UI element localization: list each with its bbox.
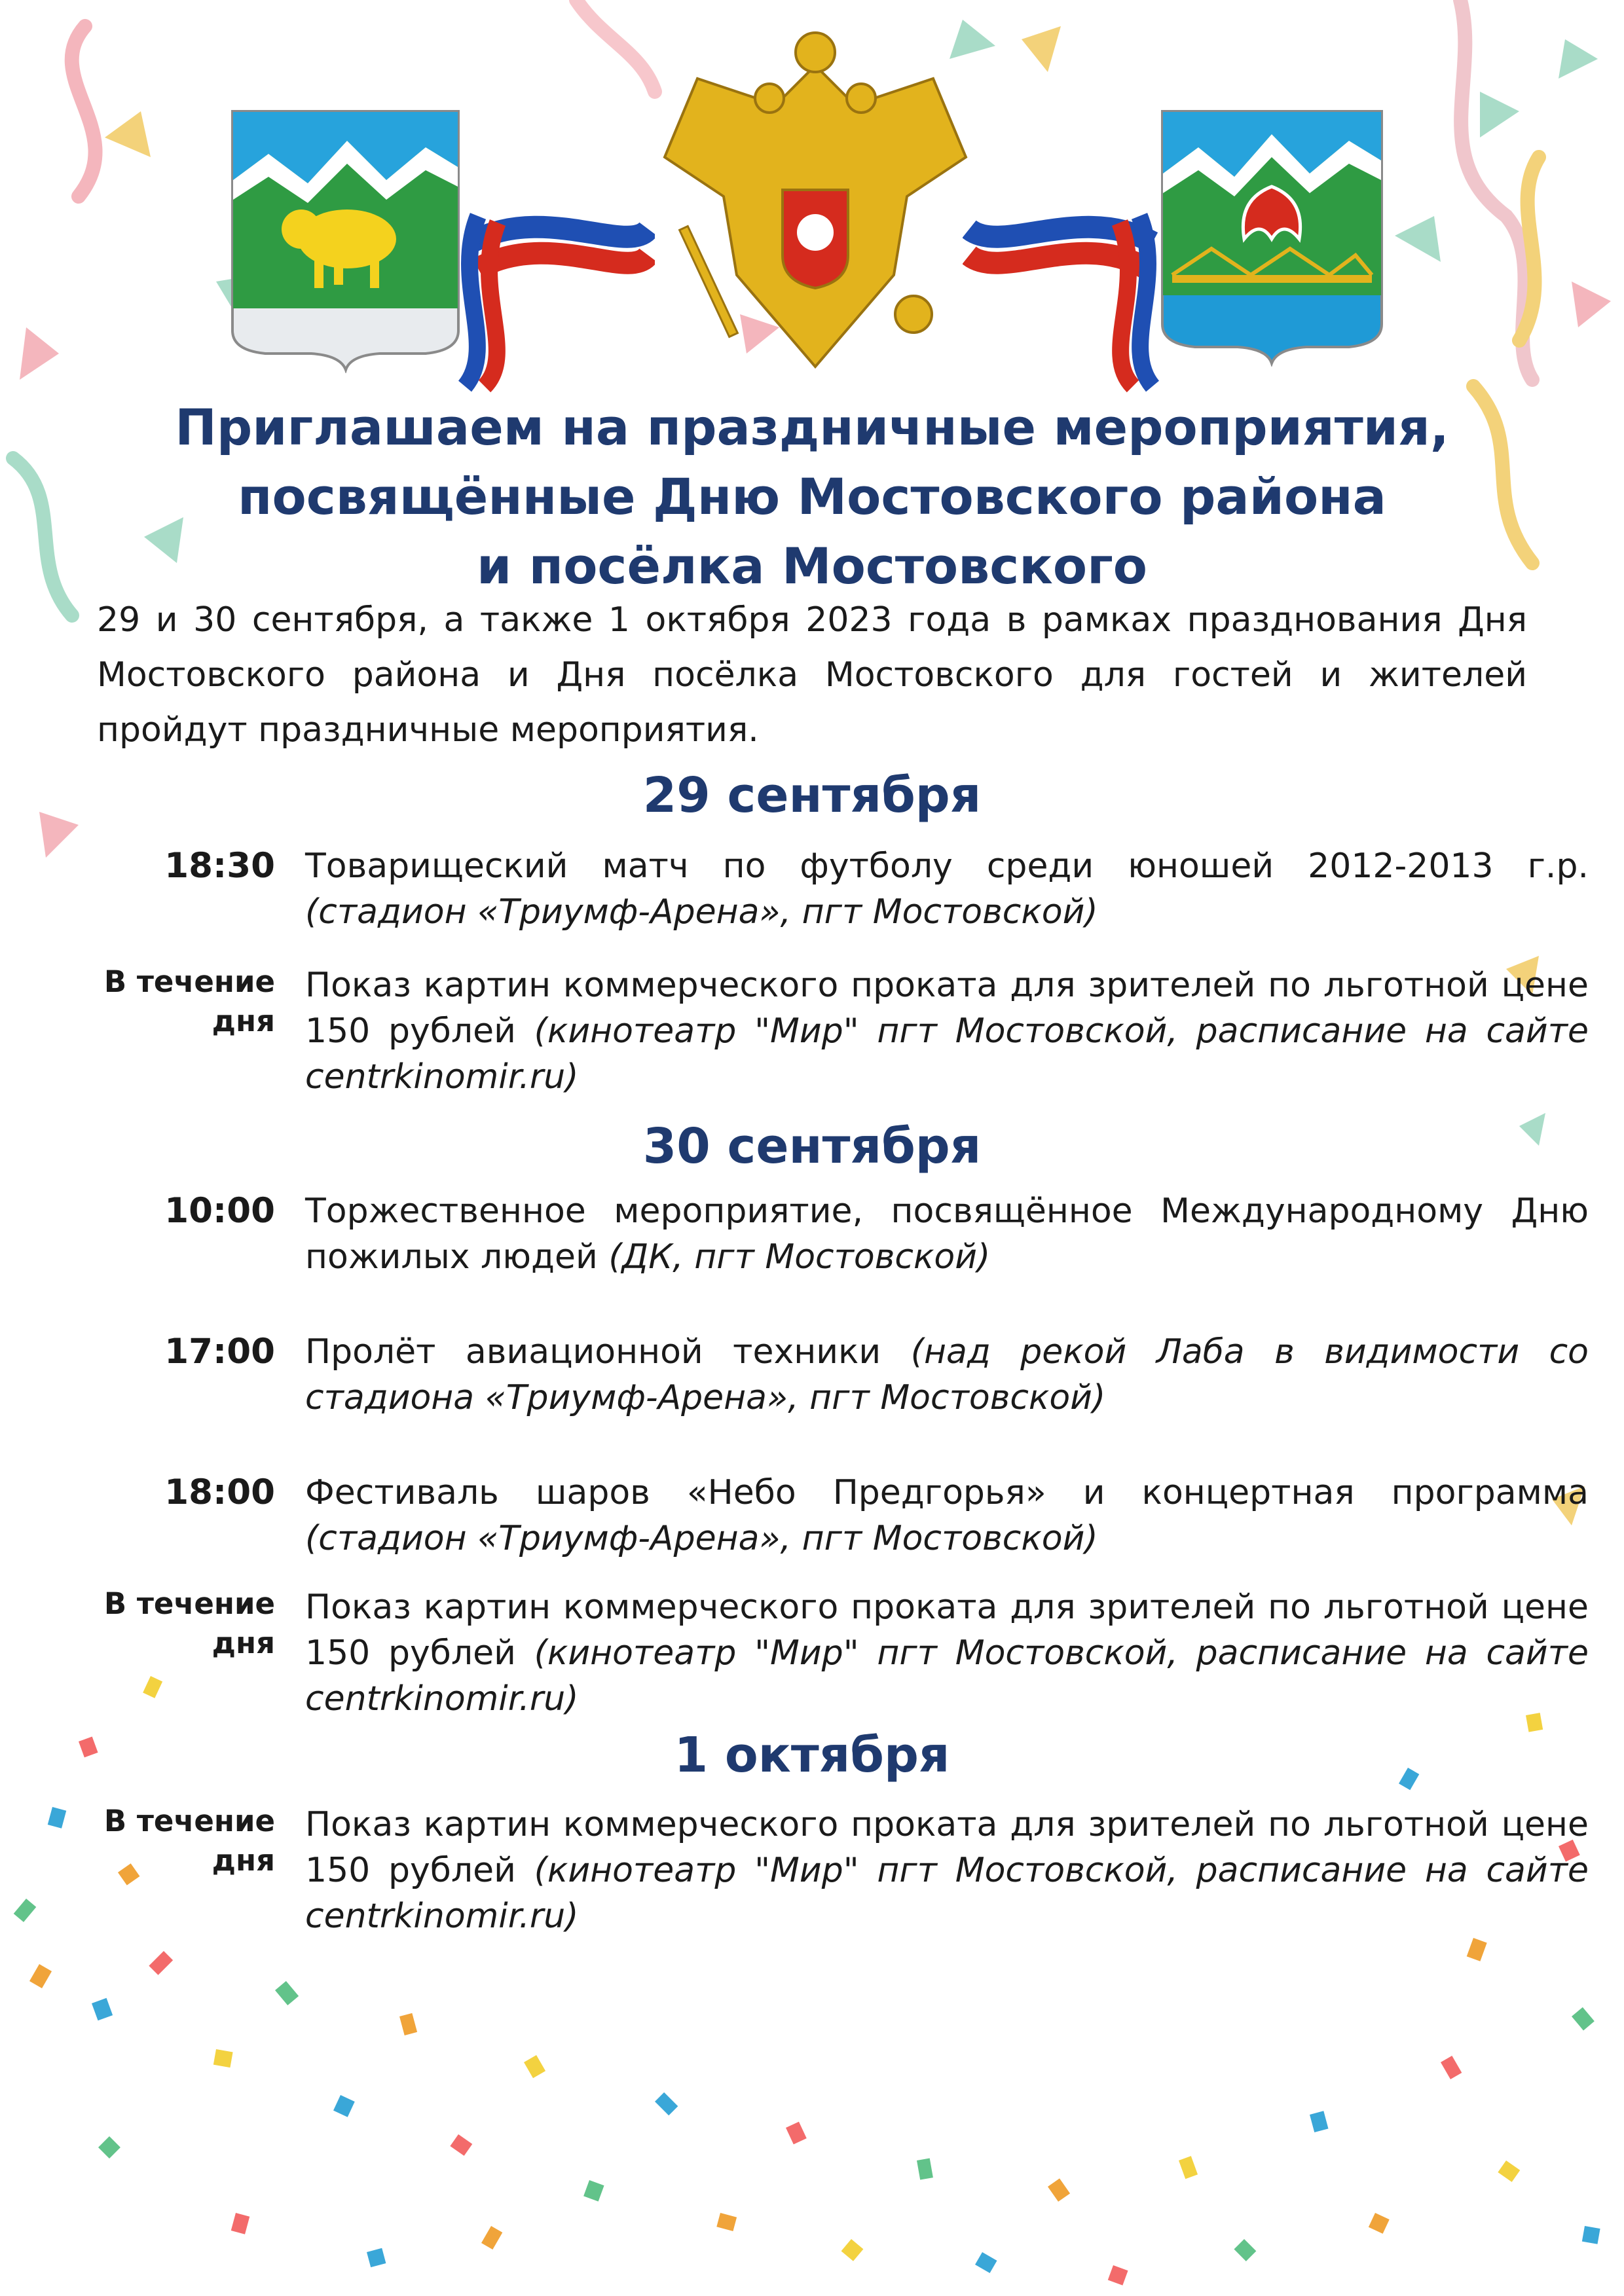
event-time [97,962,275,1041]
event-time-line-2: дня [212,1004,275,1038]
date-heading: 1 октября [674,1727,950,1783]
tricolor-ribbon-right [963,177,1166,393]
tricolor-ribbon-left [458,177,655,393]
event-description [305,843,1589,935]
event-time-line-2: дня [212,1626,275,1660]
event-description [305,1188,1589,1280]
event-time: 18:30 [164,846,275,886]
event-time: 18:00 [164,1472,275,1512]
intro-paragraph: 29 и 30 сентября, а также 1 октября 2023 года в рамках празднования Дня Мостовского района и Дня посёлка Мостовского для гостей и жителей пройдут праздничные мероприятия. [97,600,1527,750]
page-title [39,393,1585,601]
event-text: Фестиваль шаров «Небо Предгорья» и концертная программа [305,1473,1589,1512]
bridge-shield-icon [1159,108,1385,367]
event-text: Показ картин коммерческого проката для зрителей по льготной цене 150 рублей [305,1805,1589,1890]
event-description [305,962,1589,1100]
bison-shield-icon [229,108,462,373]
event-text: Показ картин коммерческого проката для зрителей по льготной цене 150 рублей [305,966,1589,1051]
title-line-1: Приглашаем на праздничные мероприятия, [175,398,1449,456]
date-heading: 30 сентября [642,1118,982,1175]
event-place: (стадион «Триумф-Арена», пгт Мостовской) [305,1519,1098,1558]
title-line-2: посвящённые Дню Мостовского района [238,467,1386,526]
title-line-3: и посёлка Мостовского [476,537,1148,595]
event-place: (ДК, пгт Мостовской) [608,1237,991,1277]
event-time-line-1: В течение [103,1586,275,1621]
event-time-line-1: В течение [103,964,275,999]
double-headed-eagle-icon [658,26,972,373]
event-place: (кинотеатр "Мир" пгт Мостовской, расписание на сайте centrkinomir.ru) [305,1011,1589,1097]
date-heading: 29 сентября [642,767,982,824]
event-description [305,1470,1589,1561]
event-place: (стадион «Триумф-Арена», пгт Мостовской) [305,892,1098,932]
event-place: (кинотеатр "Мир" пгт Мостовской, расписание на сайте centrkinomir.ru) [305,1633,1589,1719]
event-time [97,1802,275,1880]
event-description [305,1802,1589,1939]
event-time: 10:00 [164,1191,275,1231]
event-time-line-2: дня [212,1843,275,1878]
event-text: Товарищеский матч по футболу среди юношей 2012-2013 г.р. [305,847,1589,886]
event-text: Пролёт авиационной техники [305,1332,881,1372]
event-description [305,1584,1589,1722]
event-time [97,1584,275,1663]
event-time-line-1: В течение [103,1804,275,1838]
event-text: Торжественное мероприятие, посвящённое Международному Дню пожилых людей [305,1192,1589,1277]
event-description [305,1329,1589,1421]
event-place: (кинотеатр "Мир" пгт Мостовской, расписание на сайте centrkinomir.ru) [305,1851,1589,1936]
event-time: 17:00 [164,1332,275,1372]
event-text: Показ картин коммерческого проката для зрителей по льготной цене 150 рублей [305,1588,1589,1673]
event-place: (над рекой Лаба в видимости со стадиона «Триумф-Арена», пгт Мостовской) [305,1332,1589,1417]
